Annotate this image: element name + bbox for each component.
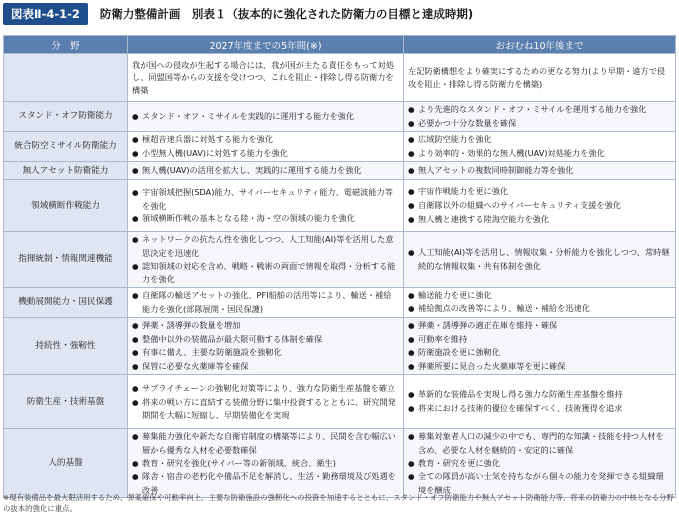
- list-item: [408, 164, 671, 178]
- category-cell: 持続性・強靭性: [4, 317, 128, 374]
- table-row: [4, 102, 676, 132]
- list-item: [408, 302, 671, 316]
- bullet-icon: ●: [132, 472, 139, 482]
- ten-year-cell: [404, 317, 676, 374]
- column-header-category: 分 野: [4, 36, 128, 54]
- list-item: [132, 212, 399, 226]
- list-item-text: 無人機と連携する陸海空能力を強化: [418, 213, 550, 224]
- bullet-icon: ●: [132, 148, 139, 158]
- bullet-icon: ●: [132, 432, 139, 442]
- bullet-icon: ●: [132, 187, 139, 197]
- table-row: [4, 375, 676, 429]
- ten-year-cell: [404, 54, 676, 102]
- list-item-text: より先進的なスタンド・オフ・ミサイルを運用する能力を強化: [418, 104, 647, 114]
- bullet-icon: ●: [132, 235, 139, 245]
- list-item-text: サプライチェーンの強靭化対策等により、強力な防衛生産基盤を確立: [142, 382, 396, 393]
- list-item-text: 革新的な装備品を実現し得る強力な防衛生産基盤を維持: [418, 389, 623, 400]
- bullet-icon: ●: [408, 135, 415, 145]
- bullet-icon: ●: [408, 290, 415, 300]
- table-row: [4, 54, 676, 102]
- five-year-cell: [128, 317, 404, 374]
- category-cell: 防衛生産・技術基盤: [4, 375, 128, 429]
- figure-title: 防衛力整備計画 別表１（抜本的に強化された防衛力の目標と達成時期): [99, 6, 474, 21]
- list-item: [132, 260, 399, 286]
- list-item: [132, 319, 399, 333]
- list-item: [408, 319, 671, 333]
- list-item: [132, 333, 399, 347]
- bullet-icon: ●: [132, 383, 139, 393]
- list-item-text: 領域横断作戦の基本となる陸・海・空の領域の能力を強化: [142, 213, 355, 224]
- list-item: [132, 186, 399, 212]
- table-row: [4, 132, 676, 162]
- list-item-text: 左記防衛構想をより確実にするための更なる努力(より早期・遠方で侵攻を阻止・排除し得る防衛力を構築): [408, 65, 666, 89]
- bullet-icon: ●: [408, 458, 415, 468]
- list-item: [408, 333, 671, 347]
- table-row: [4, 180, 676, 232]
- bullet-icon: ●: [408, 166, 415, 176]
- list-item: [408, 185, 671, 199]
- list-item-text: ネットワークの抗たん性を強化しつつ、人工知能(AI)等を活用した意思決定を迅速化: [142, 234, 394, 258]
- category-cell: 無人アセット防衛能力: [4, 162, 128, 180]
- list-item-text: 無人機(UAV)の活用を拡大し、実践的に運用する能力を強化: [142, 165, 362, 176]
- ten-year-cell: [404, 429, 676, 498]
- list-item: [408, 360, 671, 374]
- five-year-cell: [128, 287, 404, 317]
- category-cell: 人的基盤: [4, 429, 128, 498]
- list-item: [408, 103, 671, 117]
- list-item: [408, 65, 671, 90]
- list-item: [408, 402, 671, 416]
- five-year-cell: [128, 180, 404, 232]
- list-item-text: 整備中以外の装備品が最大限可動する体制を確保: [142, 333, 323, 344]
- list-item: [132, 233, 399, 259]
- list-item: [132, 133, 399, 147]
- list-item-text: 我が国への侵攻が生起する場合には、我が国が主たる責任をもって対処し、同盟国等からの支援を受けつつ、これを阻止・排除し得る防衛力を構築: [132, 59, 395, 95]
- table-row: [4, 162, 676, 180]
- bullet-icon: ●: [132, 348, 139, 358]
- table-header-row: [4, 36, 676, 54]
- list-item: [408, 147, 671, 161]
- list-item-text: 全ての隊員が高い士気を持ちながら個々の能力を発揮できる組織環境を醸成: [418, 471, 664, 495]
- list-item-text: 輸送能力を更に強化: [418, 289, 492, 300]
- bullet-icon: ●: [132, 291, 139, 301]
- bullet-icon: ●: [408, 148, 415, 158]
- five-year-cell: [128, 375, 404, 429]
- category-cell: スタンド・オフ防衛能力: [4, 102, 128, 132]
- list-item: [408, 117, 671, 131]
- bullet-icon: ●: [132, 261, 139, 271]
- list-item-text: より効率的・効果的な無人機(UAV)対処能力を強化: [418, 147, 605, 158]
- five-year-cell: [128, 54, 404, 102]
- list-item: [132, 147, 399, 161]
- bullet-icon: ●: [408, 248, 415, 258]
- list-item-text: 隊舎・宿舎の老朽化や備品不足を解消し、生活・勤務環境及び処遇を改善: [142, 471, 396, 495]
- list-item: [132, 382, 399, 396]
- list-item: [132, 457, 399, 471]
- bullet-icon: ●: [408, 361, 415, 371]
- list-item: [408, 199, 671, 213]
- footnote: ※現有装備品を最大限活用するため、弾薬確保や可動率向上、主要な防衛施設の強靭化への投資を加速するとともに、スタンド・オフ防衛能力や無人アセット防衛能力等、将来の防衛力の中核となる分野の抜本的強化に重点。: [3, 493, 674, 513]
- list-item: [408, 430, 671, 456]
- ten-year-cell: [404, 375, 676, 429]
- list-item-text: 募集能力強化や新たな自衛官制度の構築等により、民間を含む幅広い層から優秀な人材を必要数確保: [142, 431, 396, 455]
- figure-number-badge: 図表Ⅱ-4-1-2: [3, 3, 88, 25]
- list-item-text: 教育・研究を更に強化: [418, 457, 500, 468]
- list-item-text: 将来における技術的優位を確保すべく、技術獲得を追求: [418, 402, 623, 413]
- list-item: [132, 59, 399, 97]
- category-cell: 領域横断作戦能力: [4, 180, 128, 232]
- bullet-icon: ●: [408, 105, 415, 114]
- ten-year-cell: [404, 102, 676, 132]
- list-item-text: 必要かつ十分な数量を確保: [418, 117, 517, 128]
- list-item-text: 認知領域の対応を含め、戦略・戦術の両面で情報を取得・分析する能力を強化: [142, 260, 396, 285]
- list-item: [408, 388, 671, 402]
- list-item-text: 極超音速兵器に対処する能力を強化: [142, 134, 274, 145]
- five-year-cell: [128, 232, 404, 287]
- bullet-icon: ●: [408, 118, 415, 128]
- list-item-text: 補給拠点の改善等により、輸送・補給を迅速化: [418, 303, 590, 314]
- bullet-icon: ●: [408, 403, 415, 413]
- defense-capability-table: [3, 35, 676, 498]
- bullet-icon: ●: [408, 304, 415, 314]
- bullet-icon: ●: [132, 111, 139, 121]
- bullet-icon: ●: [408, 320, 415, 330]
- category-cell: 機動展開能力・国民保護: [4, 287, 128, 317]
- list-item-text: 自衛隊以外の組織へのサイバーセキュリティ支援を強化: [418, 200, 621, 211]
- ten-year-cell: [404, 180, 676, 232]
- list-item-text: 宇宙領域把握(SDA)能力、サイバーセキュリティ能力、電磁波能力等を強化: [142, 186, 393, 211]
- list-item: [132, 110, 399, 124]
- five-year-cell: [128, 132, 404, 162]
- list-item-text: 宇宙作戦能力を更に強化: [418, 186, 509, 197]
- ten-year-cell: [404, 232, 676, 287]
- list-item-text: 有事に備え、主要な防衛施設を強靭化: [142, 347, 282, 358]
- list-item: [132, 164, 399, 178]
- list-item-text: 可動率を維持: [418, 333, 468, 344]
- list-item: [132, 396, 399, 422]
- bullet-icon: ●: [408, 214, 415, 224]
- bullet-icon: ●: [132, 135, 139, 145]
- bullet-icon: ●: [132, 397, 139, 407]
- list-item: [408, 457, 671, 471]
- table-row: [4, 317, 676, 374]
- column-header-ten-year: おおむね10年後まで: [404, 36, 676, 54]
- list-item-text: 自衛隊の輸送アセットの強化、PFI船舶の活用等により、輸送・補給能力を強化(部隊展開・国民保護): [142, 290, 392, 314]
- list-item-text: 広域防空能力を強化: [418, 134, 492, 145]
- category-cell: 統合防空ミサイル防衛能力: [4, 132, 128, 162]
- list-item: [132, 346, 399, 360]
- ten-year-cell: [404, 287, 676, 317]
- bullet-icon: ●: [408, 334, 415, 344]
- bullet-icon: ●: [132, 166, 139, 176]
- category-cell: 指揮統制・情報関連機能: [4, 232, 128, 287]
- bullet-icon: ●: [132, 334, 139, 344]
- ten-year-cell: [404, 132, 676, 162]
- list-item: [408, 289, 671, 303]
- list-item-text: 弾薬所要に見合った火薬庫等を更に確保: [418, 360, 566, 371]
- list-item: [132, 360, 399, 374]
- table-row: [4, 429, 676, 498]
- list-item: [408, 213, 671, 227]
- bullet-icon: ●: [408, 187, 415, 197]
- list-item-text: スタンド・オフ・ミサイルを実践的に運用する能力を強化: [142, 110, 355, 121]
- list-item-text: 人工知能(AI)等を活用し、情報収集・分析能力を強化しつつ、常時継続的な情報収集・共有体制を強化: [418, 247, 670, 272]
- table-row: [4, 287, 676, 317]
- bullet-icon: ●: [408, 472, 415, 482]
- list-item: [408, 133, 671, 147]
- list-item-text: 募集対象者人口の減少の中でも、専門的な知識・技能を持つ人材を含め、必要な人材を継続的・安定的に確保: [418, 431, 664, 455]
- category-cell: [4, 54, 128, 102]
- list-item-text: 無人アセットの複数同時制御能力等を強化: [418, 165, 574, 176]
- column-header-five-year: 2027年度までの5年間(※): [128, 36, 404, 54]
- list-item-text: 防衛施設を更に強靭化: [418, 347, 500, 358]
- list-item: [408, 346, 671, 360]
- bullet-icon: ●: [408, 348, 415, 358]
- bullet-icon: ●: [132, 361, 139, 371]
- bullet-icon: ●: [132, 214, 139, 224]
- bullet-icon: ●: [408, 201, 415, 211]
- list-item-text: 弾薬・誘導弾の適正在庫を維持・確保: [418, 319, 558, 330]
- table-row: [4, 232, 676, 287]
- list-item-text: 教育・研究を強化(サイバー等の新領域、統合、衛生): [142, 457, 336, 468]
- list-item: [132, 289, 399, 315]
- ten-year-cell: [404, 162, 676, 180]
- bullet-icon: ●: [132, 458, 139, 468]
- bullet-icon: ●: [408, 390, 415, 400]
- list-item-text: 小型無人機(UAV)に対処する能力を強化: [142, 147, 288, 158]
- list-item: [132, 430, 399, 456]
- figure-header: [0, 0, 679, 27]
- bullet-icon: ●: [408, 432, 415, 442]
- list-item-text: 保管に必要な火薬庫等を確保: [142, 360, 249, 371]
- bullet-icon: ●: [132, 320, 139, 330]
- five-year-cell: [128, 162, 404, 180]
- five-year-cell: [128, 102, 404, 132]
- five-year-cell: [128, 429, 404, 498]
- list-item-text: 将来の戦い方に直結する装備分野に集中投資するとともに、研究開発期間を大幅に短縮し、早期装備化を実現: [142, 396, 396, 421]
- list-item: [408, 246, 671, 272]
- list-item-text: 弾薬・誘導弾の数量を増加: [142, 319, 241, 330]
